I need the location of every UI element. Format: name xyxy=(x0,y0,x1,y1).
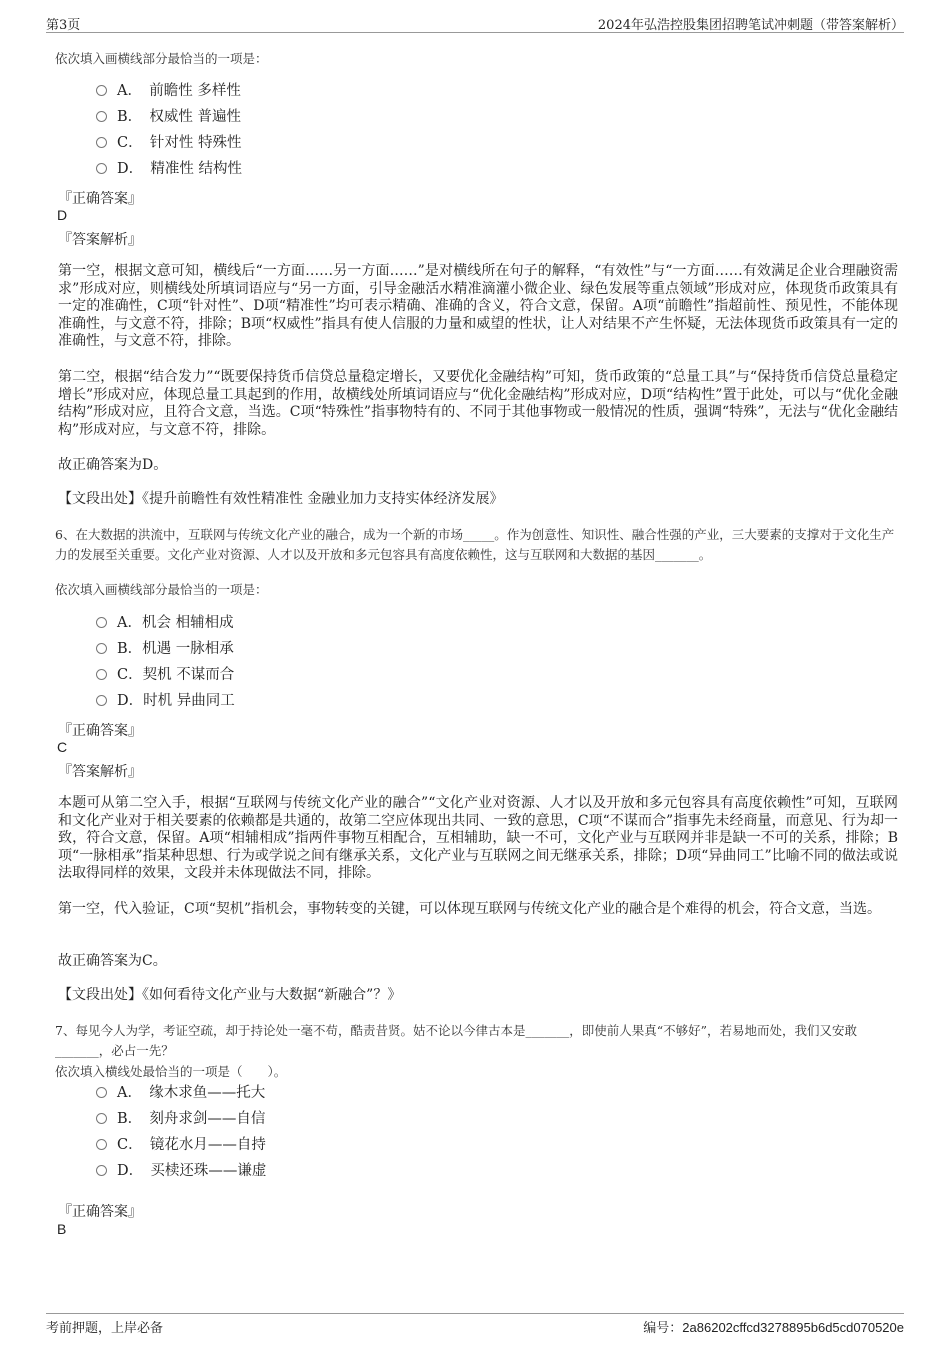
q6-source: 【文段出处】《如何看待文化产业与大数据“新融合”？》 xyxy=(58,987,402,1003)
q6-prompt: 依次填入画横线部分最恰当的一项是： xyxy=(55,582,268,597)
q6-option-a[interactable]: A．机会 相辅相成 xyxy=(96,613,234,633)
radio-icon[interactable] xyxy=(96,1165,107,1176)
q5-option-a[interactable]: A． 前瞻性 多样性 xyxy=(96,81,241,101)
footer-slogan: 考前押题，上岸必备 xyxy=(46,1321,164,1336)
document-id-value: 2a86202cffcd3278895b6d5cd070520e xyxy=(682,1320,904,1335)
q6-question: 6、在大数据的洪流中，互联网与传统文化产业的融合，成为一个新的市场_____。作为创意性、知识性、融合性强的产业，三大要素的支撑对于文化生产力的发展至关重要。文化产业对资源、人才以及开放和多元包容具有高度依赖性，这与互联网和大数据的基因_______。 xyxy=(55,527,895,562)
radio-icon[interactable] xyxy=(96,1113,107,1124)
q5-analysis-para-2: 第二空，根据“结合发力”“既要保持货币信贷总量稳定增长，又要优化金融结构”可知，货币政策的“总量工具”与“保持货币信贷总量稳定增长”形成对应，体现总量工具起到的作用，故横线处所填词语应与“优化金融结构”形成对应，D项“结构性”置于此处，可以与“优化金融结构”形成对应，且符合文意，当选。C项“特殊性”指事物特有的、不同于其他事物或一般情况的性质，强调“特殊”，无法与“优化金融结构”形成对应，与文意不符，排除。 xyxy=(58,369,898,438)
q5-option-c[interactable]: C． 针对性 特殊性 xyxy=(96,133,241,153)
q6-option-b[interactable]: B．机遇 一脉相承 xyxy=(96,639,234,659)
document-id-label: 编号： xyxy=(643,1321,683,1336)
q7-option-d[interactable]: D． 买椟还珠——谦虚 xyxy=(96,1161,266,1181)
page-footer xyxy=(46,1313,904,1336)
q5-conclusion: 故正确答案为D。 xyxy=(58,457,168,473)
document-id xyxy=(643,1317,904,1336)
page-number: 第3页 xyxy=(46,18,81,33)
radio-icon[interactable] xyxy=(96,695,107,706)
q5-option-d[interactable]: D． 精准性 结构性 xyxy=(96,159,242,179)
q7-prompt: 依次填入横线处最恰当的一项是（ ）。 xyxy=(55,1064,287,1079)
radio-icon[interactable] xyxy=(96,617,107,628)
q5-analysis-para-1: 第一空，根据文意可知，横线后“一方面……另一方面……”是对横线所在句子的解释，“有效性”与“一方面……有效满足企业合理融资需求”形成对应，则横线处所填词语应与“另一方面，引导金融活水精准滴灌小微企业、绿色发展等重点领域”形成对应，体现货币政策具有一定的准确性，C项“针对性”、D项“精准性”均可表示精确、准确的含义，符合文意，保留。A项“前瞻性”指超前性、预见性，不能体现准确性，与文意不符，排除；B项“权威性”指具有使人信服的力量和威望的性状，让人对结果不产生怀疑，无法体现货币政策具有一定的准确性，与文意不符，排除。 xyxy=(58,263,898,349)
q7-answer-label: 『正确答案』 xyxy=(58,1204,142,1220)
radio-icon[interactable] xyxy=(96,1139,107,1150)
q7-answer: B xyxy=(57,1221,67,1237)
q7-question: 7、每见今人为学，考证空疏，却于持论处一毫不苟，酷责昔贤。姑不论以今律古本是_______，即使前人果真“不够好”，若易地而处，我们又安敢_______，必占一先？ xyxy=(55,1023,857,1058)
q6-option-d[interactable]: D．时机 异曲同工 xyxy=(96,691,235,711)
document-title: 2024年弘浩控股集团招聘笔试冲刺题（带答案解析） xyxy=(597,18,904,33)
q6-conclusion: 故正确答案为C。 xyxy=(58,953,167,969)
q7-option-a[interactable]: A． 缘木求鱼——托大 xyxy=(96,1083,265,1103)
radio-icon[interactable] xyxy=(96,85,107,96)
q5-prompt: 依次填入画横线部分最恰当的一项是： xyxy=(55,51,268,66)
q6-answer: C xyxy=(57,739,68,755)
q5-answer: D xyxy=(57,207,68,223)
q5-analysis-label: 『答案解析』 xyxy=(58,232,142,248)
q6-answer-label: 『正确答案』 xyxy=(58,723,142,739)
q6-option-c[interactable]: C．契机 不谋而合 xyxy=(96,665,234,685)
radio-icon[interactable] xyxy=(96,643,107,654)
q6-analysis-para-2: 第一空，代入验证，C项“契机”指机会，事物转变的关键，可以体现互联网与传统文化产业的融合是个难得的机会，符合文意，当选。 xyxy=(58,901,882,917)
q5-answer-label: 『正确答案』 xyxy=(58,191,142,207)
radio-icon[interactable] xyxy=(96,137,107,148)
q6-analysis-para-1: 本题可从第二空入手，根据“互联网与传统文化产业的融合”“文化产业对资源、人才以及开放和多元包容具有高度依赖性”可知，互联网和文化产业对于相关要素的依赖都是共通的，故第二空应体现出共同、一致的意思，C项“不谋而合”指事先未经商量，而意见、行为却一致，符合文意，保留。A项“相辅相成”指两件事物互相配合，互相辅助，缺一不可，文化产业与互联网并非是缺一不可的关系，排除；B项“一脉相承”指某种思想、行为或学说之间有继承关系，文化产业与互联网之间无继承关系，排除；D项“异曲同工”比喻不同的做法或说法取得同样的效果，文段并未体现做法不同，排除。 xyxy=(58,795,898,881)
radio-icon[interactable] xyxy=(96,669,107,680)
radio-icon[interactable] xyxy=(96,1087,107,1098)
q6-analysis-label: 『答案解析』 xyxy=(58,764,142,780)
page-header xyxy=(46,12,904,33)
q7-option-c[interactable]: C． 镜花水月——自持 xyxy=(96,1135,266,1155)
q7-option-b[interactable]: B． 刻舟求剑——自信 xyxy=(96,1109,265,1129)
q5-source: 【文段出处】《提升前瞻性有效性精准性 金融业加力支持实体经济发展》 xyxy=(58,491,504,507)
radio-icon[interactable] xyxy=(96,111,107,122)
radio-icon[interactable] xyxy=(96,163,107,174)
q5-option-b[interactable]: B． 权威性 普遍性 xyxy=(96,107,241,127)
